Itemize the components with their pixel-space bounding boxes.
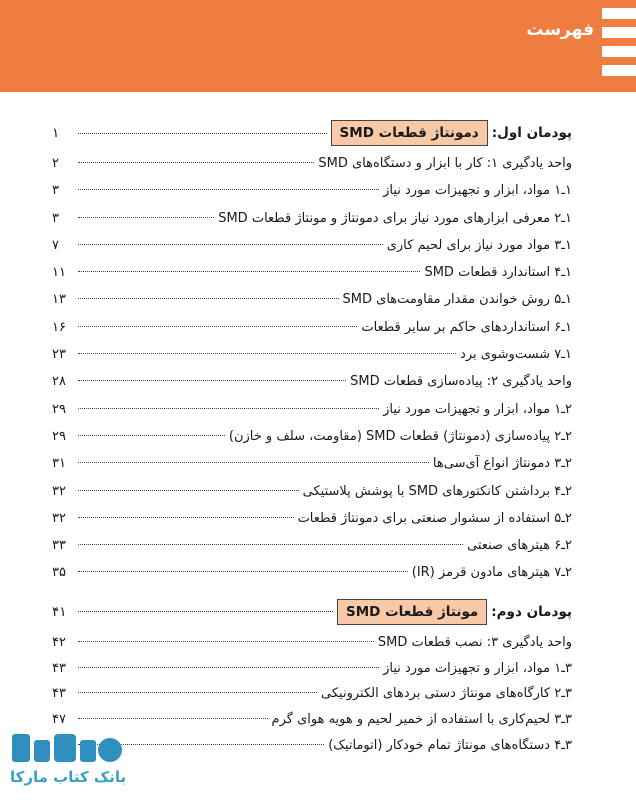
toc-entry-page: ۳۵ (52, 565, 66, 581)
toc-entry-page: ۱۳ (52, 292, 66, 308)
dot-leader (78, 490, 299, 491)
toc-entry[interactable] (52, 509, 572, 536)
toc-entry[interactable] (52, 563, 572, 590)
brand-text: بانک کتاب مارکا (10, 768, 127, 786)
dot-leader (78, 244, 383, 245)
header-stripes (602, 8, 636, 84)
toc-entry-title: ۲ـ۷ هیترهای مادون قرمز (IR) (411, 565, 572, 581)
toc-entry-page: ۲ (52, 156, 59, 171)
page-title: فهرست (526, 20, 594, 40)
toc-entry[interactable] (52, 209, 572, 236)
toc-entry-title: ۱ـ۶ استانداردهای حاکم بر سایر قطعات (361, 319, 572, 335)
dot-leader (78, 326, 357, 327)
toc-entry-page: ۱۱ (52, 265, 66, 281)
toc-entry-page: ۳۲ (52, 510, 66, 526)
toc-entry-title: ۳ـ۲ کارگاه‌های مونتاژ دستی بردهای الکترونیکی (321, 686, 572, 702)
dot-leader (78, 667, 379, 668)
dot-leader (78, 353, 456, 354)
toc-entry-page: ۲۹ (52, 401, 66, 417)
dot-leader (78, 189, 379, 190)
toc-entry-title: ۱ـ۱ مواد، ابزار و تجهیزات مورد نیاز (383, 183, 572, 199)
toc-entry[interactable] (52, 290, 572, 317)
header-banner (0, 0, 636, 92)
toc-entry-page: ۳۱ (52, 456, 66, 472)
toc-entry-title: ۲ـ۲ پیاده‌سازی (دمونتاژ) قطعات SMD (مقاومت، سلف و خازن) (228, 428, 572, 444)
toc-entry[interactable] (52, 633, 572, 659)
toc-entry-page: ۷ (52, 237, 59, 253)
toc-entry[interactable] (52, 154, 572, 181)
toc-entry-title: ۲ـ۵ استفاده از سشوار صنعتی برای دمونتاژ قطعات (297, 510, 572, 526)
toc-entry-page: ۴۷ (52, 712, 66, 728)
dot-leader (78, 271, 420, 272)
dot-leader (78, 462, 429, 463)
toc-entry-page: ۴۳ (52, 660, 66, 676)
module-2-title-box: مونتاژ قطعات SMD (337, 599, 487, 625)
dot-leader (78, 571, 408, 572)
toc-entry-page: ۱۶ (52, 319, 66, 335)
marka-logo-icon (8, 730, 128, 766)
toc-entry-page: ۲۸ (52, 374, 66, 390)
toc-entry-title: واحد یادگیری ۳: نصب قطعات SMD (377, 634, 572, 650)
toc-entry-title: ۲ـ۶ هیترهای صنعتی (467, 538, 572, 554)
toc-entry-page: ۳۳ (52, 538, 66, 554)
toc-entry-title: ۲ـ۴ برداشتن کانکتورهای SMD با پوشش پلاستیکی (302, 483, 572, 499)
toc-entry[interactable] (52, 454, 572, 481)
toc-entry[interactable] (52, 181, 572, 208)
toc-entry[interactable] (52, 236, 572, 263)
dot-leader (78, 408, 379, 409)
toc-entry-title: واحد یادگیری ۲: پیاده‌سازی قطعات SMD (350, 374, 572, 390)
module-2-page: ۴۱ (52, 603, 67, 620)
module-1-title-box: دمونتاژ قطعات SMD (331, 120, 488, 146)
dot-leader (78, 718, 268, 719)
toc-entry-page: ۳ (52, 210, 59, 226)
dot-leader (78, 298, 339, 299)
dot-leader (78, 544, 463, 545)
dot-leader (78, 133, 327, 134)
dot-leader (78, 435, 225, 436)
toc-entry[interactable] (52, 684, 572, 710)
dot-leader (78, 641, 374, 642)
dot-leader (78, 611, 333, 612)
toc-entry-page: ۲۹ (52, 428, 66, 444)
module-1-label: پودمان اول: (491, 125, 572, 141)
module-2-label: پودمان دوم: (491, 603, 572, 620)
toc-entry[interactable] (52, 536, 572, 563)
dot-leader (78, 517, 294, 518)
dot-leader (78, 217, 214, 218)
toc-entry-title: ۱ـ۲ معرفی ابزارهای مورد نیاز برای دمونتاژ و مونتاژ قطعات SMD (218, 210, 572, 226)
toc-entry-page: ۳ (52, 183, 59, 199)
toc-entry[interactable] (52, 263, 572, 290)
toc-entry-title: ۲ـ۱ مواد، ابزار و تجهیزات مورد نیاز (383, 401, 572, 417)
module-2-heading[interactable] (52, 597, 572, 627)
table-of-contents (52, 118, 572, 762)
toc-entry-page: ۴۲ (52, 634, 66, 650)
toc-entry[interactable] (52, 372, 572, 399)
toc-entry[interactable] (52, 427, 572, 454)
toc-entry[interactable] (52, 659, 572, 685)
toc-entry-title: ۳ـ۴ دستگاه‌های مونتاژ تمام خودکار (اتوماتیک) (328, 737, 572, 753)
toc-entry-title: ۱ـ۴ استاندارد قطعات SMD (424, 265, 572, 281)
brand-watermark (8, 730, 168, 795)
toc-entry-title: ۳ـ۳ لحیم‌کاری با استفاده از خمیر لحیم و هویه هوای گرم (271, 712, 572, 728)
dot-leader (78, 162, 314, 163)
toc-entry-page: ۲۳ (52, 347, 66, 363)
toc-entry-title: واحد یادگیری ۱: کار با ابزار و دستگاه‌های SMD (318, 156, 572, 171)
toc-entry[interactable] (52, 318, 572, 345)
toc-entry-title: ۳ـ۱ مواد، ابزار و تجهیزات مورد نیاز (383, 660, 572, 676)
toc-entry-page: ۳۲ (52, 483, 66, 499)
toc-entry[interactable] (52, 345, 572, 372)
toc-entry-title: ۱ـ۷ شست‌وشوی برد (460, 347, 572, 363)
module-1-heading[interactable] (52, 118, 572, 148)
toc-entry[interactable] (52, 482, 572, 509)
dot-leader (78, 380, 346, 381)
module-1-page: ۱ (52, 125, 60, 141)
toc-entry-title: ۱ـ۳ مواد مورد نیاز برای لحیم کاری (386, 237, 572, 253)
toc-entry-page: ۴۳ (52, 686, 66, 702)
toc-entry-title: ۱ـ۵ روش خواندن مقدار مقاومت‌های SMD (342, 292, 572, 308)
toc-entry[interactable] (52, 400, 572, 427)
dot-leader (78, 692, 317, 693)
toc-entry-title: ۲ـ۳ دمونتاژ انواع آی‌سی‌ها (432, 456, 572, 472)
